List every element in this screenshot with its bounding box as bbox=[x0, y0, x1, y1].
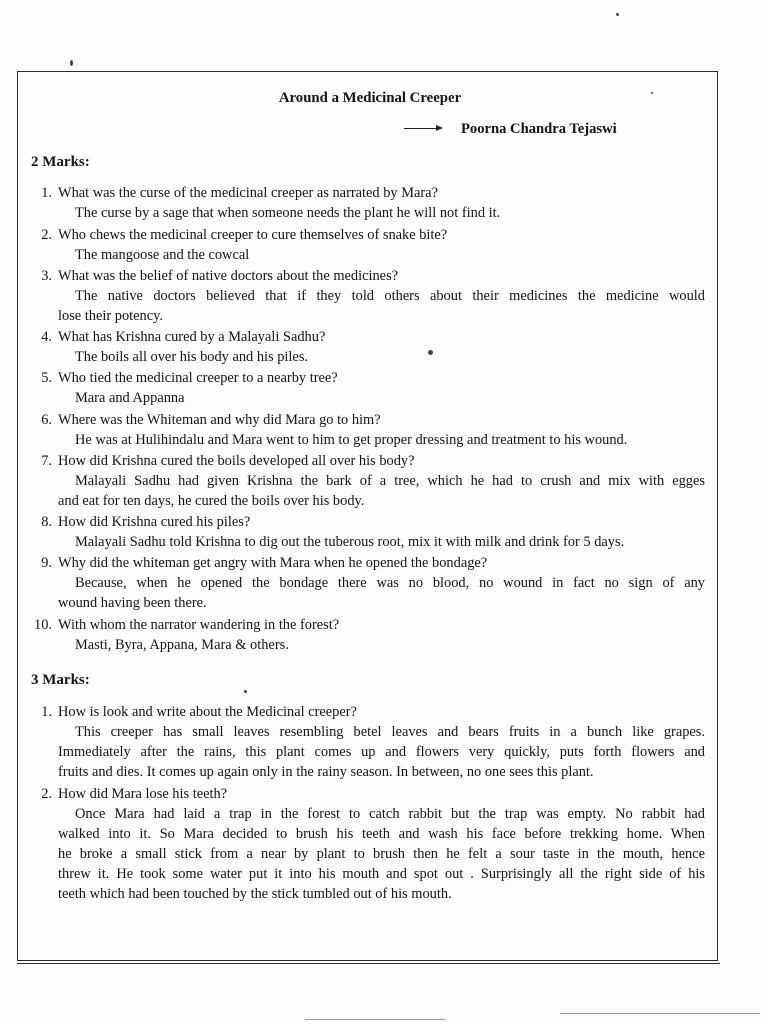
question-text: What has Krishna cured by a Malayali Sadhu? bbox=[58, 329, 326, 345]
answer-line: Once Mara had laid a trap in the forest to catch rabbit but the trap was empty. No rabbit had bbox=[75, 806, 705, 822]
scan-speck bbox=[70, 60, 73, 66]
scan-speck bbox=[244, 690, 247, 693]
question-number: 2. bbox=[41, 786, 52, 802]
question-number: 4. bbox=[41, 329, 52, 345]
answer-line: The curse by a sage that when someone needs the plant he will not find it. bbox=[75, 205, 501, 221]
question-number: 10. bbox=[34, 617, 52, 633]
answer-line: Mara and Appanna bbox=[75, 390, 185, 406]
answer-line: The boils all over his body and his piles. bbox=[75, 349, 309, 365]
section-heading-2-marks: 2 Marks: bbox=[31, 154, 90, 170]
answer-line: The native doctors believed that if they told others about their medicines the medicine would bbox=[75, 288, 705, 304]
answer-line: Malayali Sadhu told Krishna to dig out the tuberous root, mix it with milk and drink for 5 days. bbox=[75, 534, 625, 550]
question-text: Who chews the medicinal creeper to cure themselves of snake bite? bbox=[58, 227, 448, 243]
answer-line: wound having been there. bbox=[58, 595, 207, 611]
scan-speck bbox=[428, 350, 433, 355]
answer-line: Masti, Byra, Appana, Mara & others. bbox=[75, 637, 289, 653]
answer-line: Because, when he opened the bondage there was no blood, no wound in fact no sign of any bbox=[75, 575, 705, 591]
question-number: 7. bbox=[41, 453, 52, 469]
question-number: 1. bbox=[41, 185, 52, 201]
question-text: What was the belief of native doctors about the medicines? bbox=[58, 268, 399, 284]
question-number: 1. bbox=[41, 704, 52, 720]
answer-line: and eat for ten days, he cured the boils over his body. bbox=[58, 493, 365, 509]
question-number: 5. bbox=[41, 370, 52, 386]
scan-line bbox=[560, 1013, 760, 1014]
document-title: Around a Medicinal Creeper bbox=[278, 90, 462, 106]
question-text: How did Mara lose his teeth? bbox=[58, 786, 228, 802]
question-text: How did Krishna cured the boils developed all over his body? bbox=[58, 453, 415, 469]
answer-line: Immediately after the rains, this plant comes up and flowers very quickly, puts forth flowers and bbox=[58, 744, 705, 760]
answer-line: This creeper has small leaves resembling betel leaves and bears fruits in a bunch like grapes. bbox=[75, 724, 705, 740]
answer-line: The mangoose and the cowcal bbox=[75, 247, 250, 263]
question-number: 9. bbox=[41, 555, 52, 571]
answer-line: teeth which had been touched by the stick tumbled out of his mouth. bbox=[58, 886, 452, 902]
author-name: Poorna Chandra Tejaswi bbox=[461, 121, 617, 137]
answer-line: He was at Hulihindalu and Mara went to him to get proper dressing and treatment to his wound. bbox=[75, 432, 628, 448]
question-text: Who tied the medicinal creeper to a nearby tree? bbox=[58, 370, 338, 386]
question-text: With whom the narrator wandering in the forest? bbox=[58, 617, 340, 633]
scan-speck bbox=[651, 92, 653, 94]
section-heading-3-marks: 3 Marks: bbox=[31, 672, 90, 688]
question-text: What was the curse of the medicinal creeper as narrated by Mara? bbox=[58, 185, 438, 201]
answer-line: walked into it. So Mara decided to brush his teeth and wash his face before trekking home. When bbox=[58, 826, 705, 842]
answer-line: Malayali Sadhu had given Krishna the bark of a tree, which he had to crush and mix with egges bbox=[75, 473, 705, 489]
question-text: Where was the Whiteman and why did Mara go to him? bbox=[58, 412, 381, 428]
arrow-line bbox=[404, 128, 440, 129]
answer-line: he broke a small stick from a near by plant to brush then he felt a sour taste in the mouth, hence bbox=[58, 846, 705, 862]
answer-line: threw it. He took some water put it into his mouth and spot out . Surprisingly all the right side of his bbox=[58, 866, 705, 882]
question-number: 2. bbox=[41, 227, 52, 243]
answer-line: fruits and dies. It comes up again only in the rainy season. In between, no one sees this plant. bbox=[58, 764, 594, 780]
question-text: Why did the whiteman get angry with Mara when he opened the bondage? bbox=[58, 555, 488, 571]
arrow-right-icon bbox=[436, 125, 443, 131]
question-number: 8. bbox=[41, 514, 52, 530]
scan-line bbox=[305, 1019, 445, 1020]
question-text: How did Krishna cured his piles? bbox=[58, 514, 251, 530]
answer-line: lose their potency. bbox=[58, 308, 163, 324]
question-number: 3. bbox=[41, 268, 52, 284]
question-number: 6. bbox=[41, 412, 52, 428]
scan-speck bbox=[616, 13, 619, 16]
question-text: How is look and write about the Medicinal creeper? bbox=[58, 704, 357, 720]
